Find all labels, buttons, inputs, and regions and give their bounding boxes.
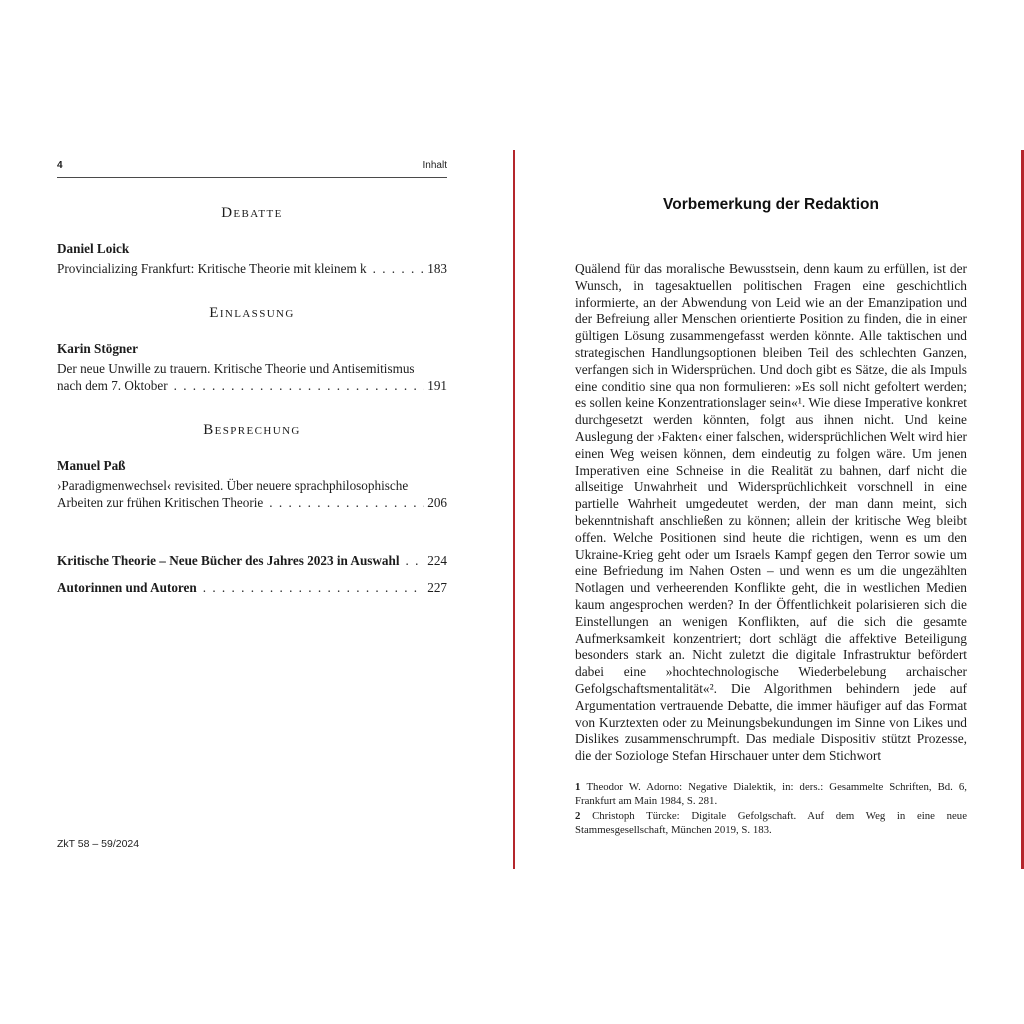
entry-title-line: Kritische Theorie – Neue Bücher des Jahres 2023 in Auswahl [57, 552, 400, 568]
article-title: Vorbemerkung der Redaktion [663, 196, 879, 213]
dot-leader [269, 494, 424, 512]
entry-page-number: 227 [427, 580, 447, 595]
toc-entry [57, 377, 447, 395]
toc-page-header [57, 160, 447, 178]
entry-page-number: 183 [427, 261, 447, 276]
toc-entry [57, 494, 447, 512]
footnote-number: 1 [575, 780, 581, 793]
toc-entry [57, 552, 447, 570]
dot-leader [174, 377, 425, 395]
footnote-text: Theodor W. Adorno: Negative Dialektik, in: ders.: Gesammelte Schriften, Bd. 6, Frankfurt am Main 1984, S. 281. [575, 780, 968, 808]
entry-title-line: Autorinnen und Autoren [57, 580, 197, 595]
dot-leader [406, 552, 425, 570]
running-header: Inhalt [422, 160, 447, 171]
journal-issue-footer: ZkT 58 – 59/2024 [57, 838, 140, 850]
footnote-number: 2 [575, 809, 581, 822]
toc-entry [57, 579, 447, 597]
article-page [575, 196, 967, 838]
dot-leader [373, 260, 425, 278]
entry-title-line: ›Paradigmenwechsel‹ revisited. Über neuere sprachphilosophische [57, 477, 409, 493]
entry-author: Karin Stögner [57, 340, 138, 356]
dot-leader [203, 579, 424, 597]
entry-page-number: 206 [427, 495, 447, 510]
toc-entry [57, 260, 447, 278]
article-body: Quälend für das moralische Bewusstsein, denn kaum zu erfüllen, ist der Wunsch, in tagesaktuellen politischen Fragen eine geschichtlich informierte, an der Abwendung von Leid wie an der Emanzipation und der Befreiung aller Menschen orientierte Position zu finden, die in einer gültigen Lösung zusammengefasst werden könnte. Alle taktischen und strategischen Handlungsoptionen bleiben Teil des schlechten Ganzen, verfangen sich in Widersprüchen. Und doch gibt es Sätze, die als Impuls eine conditio sine qua non formulieren: »Es soll nicht gefoltert werden; es sollen keine Konzentrationslager sein«¹. Wie diese Imperative konkret durchgesetzt werden könnten, folgt aus ihnen nicht. Und keine Auslegung der ›Fakten‹ einer falschen, widersprüchlichen Welt wird hier einen Weg weisen können, dem eindeutig zu folgen wäre. Um jenen Imperativen eine Schneise in die Realität zu bahnen, darf nicht die allseitige Unwahrheit und Widersprüchlichkeit vorschnell in eine partielle Wahrheit umgedeutet werden, der man dann meint, sich bekenntnishaft anschließen zu können; allein der kritische Weg bleibt offen. Welche Positionen sind heute die richtigen, wenn es um den Ukraine-Krieg geht oder um Israels Kampf gegen den Terror sowie um eine Befriedung im Nahen Osten – und wenn es um die ungezählten Notlagen und verheerenden Konflikte geht, die in westlichen Medien kaum angesprochen werden? In der Öffentlichkeit polarisieren sich die Einstellungen an wenigen Konflikten, auf die sich die gesamte Aufmerksamkeit konzentriert; dort schlägt die affektive Beteiligung besonders stark an. Nicht zuletzt die digitale Infrastruktur befördert dabei eine »hochtechnologische Wiederbelebung archaischer Gefolgschaftsmentalität«². Die Algorithmen behindern jede auf Argumentation vertrauende Debatte, die immer häufiger auf das Format von Kurztexten oder zu Meinungsbekundungen im Sinne von Likes und Dislikes zusammenschrumpft. Das mediale Dispositiv stützt Prozesse, die der Soziologe Stefan Hirschauer unter dem Stichwort [575, 261, 967, 764]
entry-title-line: Provincializing Frankfurt: Kritische Theorie mit kleinem k [57, 261, 367, 276]
section-heading-besprechung: Besprechung [203, 421, 301, 438]
page-number: 4 [57, 160, 63, 171]
entry-author: Manuel Paß [57, 457, 126, 473]
entry-title-line: Der neue Unwille zu trauern. Kritische Theorie und Antisemitismus [57, 360, 415, 376]
entry-page-number: 191 [427, 378, 447, 393]
footnote [575, 780, 967, 809]
entry-title-line: nach dem 7. Oktober [57, 378, 168, 393]
page-divider-line [513, 150, 515, 869]
toc-page [57, 160, 447, 597]
section-heading-debatte: Debatte [221, 205, 283, 221]
entry-author: Daniel Loick [57, 241, 130, 256]
entry-title-line: Arbeiten zur frühen Kritischen Theorie [57, 495, 264, 510]
entry-page-number: 224 [427, 552, 447, 568]
footnote [575, 809, 967, 838]
footnotes [575, 780, 967, 838]
section-heading-einlassung: Einlassung [209, 304, 295, 321]
footnote-text: Christoph Türcke: Digitale Gefolgschaft. Auf dem Weg in eine neue Stammesgesellschaft, München 2019, S. 183. [575, 809, 967, 837]
